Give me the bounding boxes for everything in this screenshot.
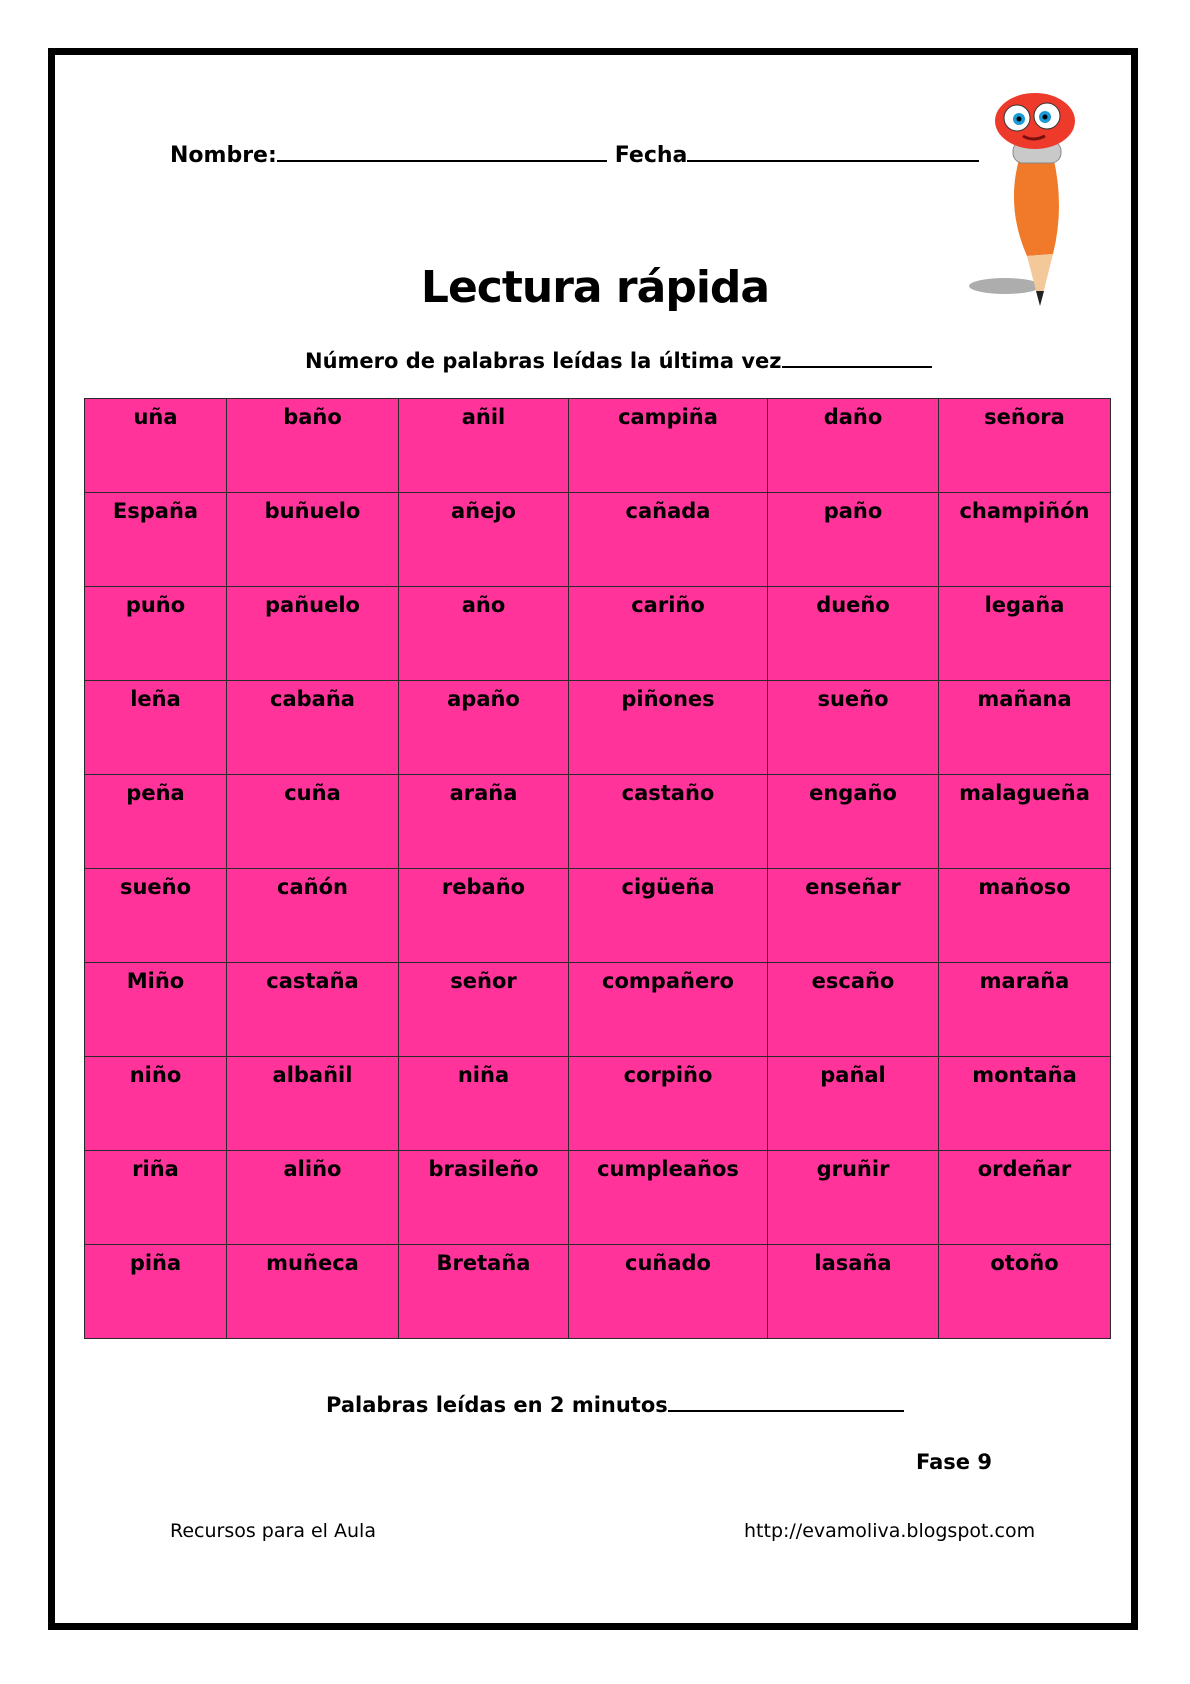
word-cell: maraña bbox=[939, 963, 1111, 1057]
word-row bbox=[85, 1057, 1111, 1151]
name-label: Nombre: bbox=[170, 143, 277, 168]
word-cell: compañero bbox=[569, 963, 768, 1057]
word-cell: cuña bbox=[227, 775, 399, 869]
last-count-label: Número de palabras leídas la última vez bbox=[305, 349, 782, 373]
word-cell: leña bbox=[85, 681, 227, 775]
word-row bbox=[85, 493, 1111, 587]
word-cell: montaña bbox=[939, 1057, 1111, 1151]
word-cell: paño bbox=[768, 493, 939, 587]
word-cell: señor bbox=[399, 963, 569, 1057]
word-cell: albañil bbox=[227, 1057, 399, 1151]
word-row bbox=[85, 963, 1111, 1057]
credit-text: Recursos para el Aula bbox=[170, 1520, 376, 1542]
word-row bbox=[85, 399, 1111, 493]
word-cell: campiña bbox=[569, 399, 768, 493]
word-cell: cañón bbox=[227, 869, 399, 963]
word-cell: cuñado bbox=[569, 1245, 768, 1339]
blog-url[interactable]: http://evamoliva.blogspot.com bbox=[744, 1520, 1036, 1542]
page-title: Lectura rápida bbox=[420, 262, 770, 313]
last-count-blank[interactable] bbox=[782, 348, 932, 368]
word-grid bbox=[84, 398, 1111, 1339]
word-cell: uña bbox=[85, 399, 227, 493]
word-row bbox=[85, 1245, 1111, 1339]
word-cell: baño bbox=[227, 399, 399, 493]
word-cell: cigüeña bbox=[569, 869, 768, 963]
word-cell: escaño bbox=[768, 963, 939, 1057]
word-cell: otoño bbox=[939, 1245, 1111, 1339]
word-cell: añejo bbox=[399, 493, 569, 587]
word-cell: champiñón bbox=[939, 493, 1111, 587]
word-cell: cariño bbox=[569, 587, 768, 681]
word-cell: muñeca bbox=[227, 1245, 399, 1339]
word-cell: piña bbox=[85, 1245, 227, 1339]
words-read-blank[interactable] bbox=[668, 1392, 904, 1412]
word-cell: castaña bbox=[227, 963, 399, 1057]
word-cell: añil bbox=[399, 399, 569, 493]
word-cell: mañana bbox=[939, 681, 1111, 775]
word-row bbox=[85, 587, 1111, 681]
word-cell: España bbox=[85, 493, 227, 587]
word-cell: mañoso bbox=[939, 869, 1111, 963]
word-cell: corpiño bbox=[569, 1057, 768, 1151]
word-cell: Bretaña bbox=[399, 1245, 569, 1339]
word-cell: engaño bbox=[768, 775, 939, 869]
word-cell: puño bbox=[85, 587, 227, 681]
header-line bbox=[170, 142, 979, 168]
word-row bbox=[85, 681, 1111, 775]
word-row bbox=[85, 775, 1111, 869]
word-cell: piñones bbox=[569, 681, 768, 775]
word-cell: legaña bbox=[939, 587, 1111, 681]
date-blank[interactable] bbox=[687, 142, 979, 162]
word-cell: sueño bbox=[85, 869, 227, 963]
word-cell: cumpleaños bbox=[569, 1151, 768, 1245]
word-cell: daño bbox=[768, 399, 939, 493]
name-blank[interactable] bbox=[277, 142, 607, 162]
word-cell: dueño bbox=[768, 587, 939, 681]
phase-label: Fase 9 bbox=[916, 1450, 992, 1474]
word-cell: apaño bbox=[399, 681, 569, 775]
word-cell: riña bbox=[85, 1151, 227, 1245]
word-cell: cañada bbox=[569, 493, 768, 587]
word-cell: sueño bbox=[768, 681, 939, 775]
word-cell: peña bbox=[85, 775, 227, 869]
word-cell: castaño bbox=[569, 775, 768, 869]
word-cell: pañuelo bbox=[227, 587, 399, 681]
last-count-line bbox=[305, 348, 932, 373]
word-cell: enseñar bbox=[768, 869, 939, 963]
word-row bbox=[85, 869, 1111, 963]
word-cell: cabaña bbox=[227, 681, 399, 775]
word-cell: buñuelo bbox=[227, 493, 399, 587]
word-cell: ordeñar bbox=[939, 1151, 1111, 1245]
date-label: Fecha bbox=[614, 143, 688, 168]
word-cell: gruñir bbox=[768, 1151, 939, 1245]
word-cell: niña bbox=[399, 1057, 569, 1151]
word-cell: niño bbox=[85, 1057, 227, 1151]
word-cell: año bbox=[399, 587, 569, 681]
word-cell: brasileño bbox=[399, 1151, 569, 1245]
word-cell: malagueña bbox=[939, 775, 1111, 869]
word-cell: pañal bbox=[768, 1057, 939, 1151]
word-cell: Miño bbox=[85, 963, 227, 1057]
word-row bbox=[85, 1151, 1111, 1245]
word-cell: lasaña bbox=[768, 1245, 939, 1339]
words-read-label: Palabras leídas en 2 minutos bbox=[326, 1393, 668, 1417]
word-cell: aliño bbox=[227, 1151, 399, 1245]
word-cell: señora bbox=[939, 399, 1111, 493]
word-cell: araña bbox=[399, 775, 569, 869]
words-read-line bbox=[326, 1392, 904, 1417]
word-cell: rebaño bbox=[399, 869, 569, 963]
